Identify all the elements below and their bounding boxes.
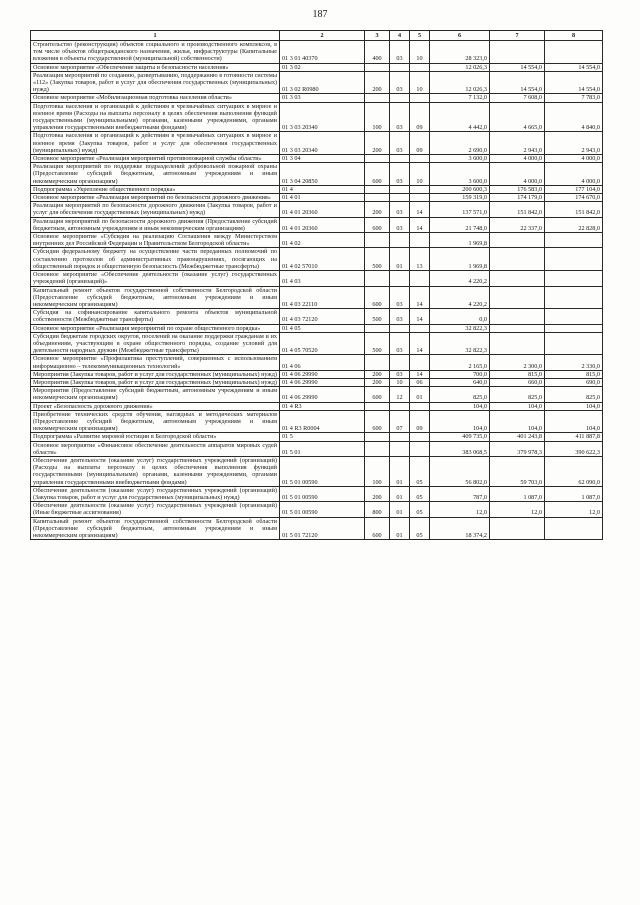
table-row bbox=[31, 41, 603, 64]
row-subsection bbox=[410, 355, 430, 370]
row-amount-3: 2 943,0 bbox=[545, 132, 603, 155]
row-amount-1: 3 600,0 bbox=[430, 163, 490, 186]
row-code: 01 4 02 bbox=[280, 233, 365, 248]
row-subsection: 01 bbox=[410, 387, 430, 402]
row-name: Проект «Безопасность дорожного движения» bbox=[31, 402, 280, 410]
row-section bbox=[390, 194, 410, 202]
row-amount-2 bbox=[490, 248, 545, 271]
row-amount-1: 137 571,0 bbox=[430, 202, 490, 217]
row-amount-1: 28 323,0 bbox=[430, 41, 490, 64]
row-amount-3: 22 828,0 bbox=[545, 217, 603, 232]
row-amount-1: 2 165,0 bbox=[430, 355, 490, 370]
row-section: 01 bbox=[390, 502, 410, 517]
row-section: 01 bbox=[390, 248, 410, 271]
table-row bbox=[31, 286, 603, 309]
row-name: Строительство (реконструкция) объектов социального и производственного комплексов, в том числе объектов общегражданского назначения, жилья, инфраструктуры (Капитальные вложения в объекты государственной (муниципальной) собственности) bbox=[31, 41, 280, 64]
col-header: 2 bbox=[280, 31, 365, 41]
row-name: Приобретение технических средств обучения, наглядных и методических материалов (Предоставление субсидий бюджетным, автономным учреждениям и иным некоммерческим организациям) bbox=[31, 410, 280, 433]
row-amount-2: 12,0 bbox=[490, 502, 545, 517]
row-expense-type: 600 bbox=[365, 387, 390, 402]
row-code: 01 4 03 bbox=[280, 271, 365, 286]
table-row bbox=[31, 355, 603, 370]
row-expense-type bbox=[365, 324, 390, 332]
row-code: 01 4 05 70520 bbox=[280, 332, 365, 355]
row-subsection: 10 bbox=[410, 71, 430, 94]
row-name: Мероприятия (Закупка товаров, работ и услуг для государственных (муниципальных) нужд) bbox=[31, 370, 280, 378]
row-subsection bbox=[410, 441, 430, 456]
row-code: 01 3 01 40370 bbox=[280, 41, 365, 64]
row-expense-type bbox=[365, 233, 390, 248]
row-amount-1: 12 026,3 bbox=[430, 71, 490, 94]
row-section bbox=[390, 94, 410, 102]
row-amount-2: 4 665,0 bbox=[490, 102, 545, 132]
row-subsection: 14 bbox=[410, 202, 430, 217]
row-amount-3: 825,0 bbox=[545, 387, 603, 402]
row-code: 01 5 bbox=[280, 433, 365, 441]
row-amount-2 bbox=[490, 41, 545, 64]
row-amount-2: 14 554,0 bbox=[490, 71, 545, 94]
table-row bbox=[31, 185, 603, 193]
row-section bbox=[390, 355, 410, 370]
row-name: Обеспечение деятельности (оказание услуг) государственных учреждений (организаций) (Расходы на выплаты персоналу в целях обеспечения выполнения функций государственными (муниципальными) органами, казенными учреждениями, органами управления государственными внебюджетными фондами) bbox=[31, 456, 280, 486]
row-subsection bbox=[410, 433, 430, 441]
row-amount-2: 2 300,0 bbox=[490, 355, 545, 370]
row-name: Реализация мероприятий по поддержке подразделений добровольной пожарной охраны (Предоставление субсидий бюджетным, автономным учреждениям и иным некоммерческим организациям) bbox=[31, 163, 280, 186]
row-section: 01 bbox=[390, 486, 410, 501]
row-code: 01 3 02 R0980 bbox=[280, 71, 365, 94]
row-code: 01 3 04 20850 bbox=[280, 163, 365, 186]
row-section bbox=[390, 433, 410, 441]
row-subsection: 05 bbox=[410, 517, 430, 540]
row-code: 01 4 R3 R0004 bbox=[280, 410, 365, 433]
row-expense-type bbox=[365, 94, 390, 102]
row-section: 03 bbox=[390, 332, 410, 355]
row-amount-2: 104,0 bbox=[490, 410, 545, 433]
row-amount-3 bbox=[545, 517, 603, 540]
row-expense-type bbox=[365, 194, 390, 202]
row-amount-1: 3 600,0 bbox=[430, 155, 490, 163]
row-amount-2: 4 000,0 bbox=[490, 163, 545, 186]
col-header: 8 bbox=[545, 31, 603, 41]
table-row bbox=[31, 309, 603, 324]
row-section: 03 bbox=[390, 163, 410, 186]
row-expense-type bbox=[365, 355, 390, 370]
table-row bbox=[31, 217, 603, 232]
row-amount-1: 32 822,3 bbox=[430, 324, 490, 332]
table-row bbox=[31, 456, 603, 486]
row-section bbox=[390, 185, 410, 193]
col-header: 7 bbox=[490, 31, 545, 41]
row-code: 01 4 05 bbox=[280, 324, 365, 332]
col-header: 4 bbox=[390, 31, 410, 41]
row-amount-3: 151 842,0 bbox=[545, 202, 603, 217]
row-subsection: 09 bbox=[410, 102, 430, 132]
row-section: 03 bbox=[390, 370, 410, 378]
row-subsection bbox=[410, 194, 430, 202]
row-subsection bbox=[410, 402, 430, 410]
row-expense-type: 600 bbox=[365, 517, 390, 540]
row-section: 12 bbox=[390, 387, 410, 402]
row-amount-1: 4 220,2 bbox=[430, 286, 490, 309]
row-amount-2 bbox=[490, 271, 545, 286]
row-section bbox=[390, 402, 410, 410]
table-row bbox=[31, 402, 603, 410]
header-row bbox=[31, 31, 603, 41]
table-row bbox=[31, 433, 603, 441]
row-section: 01 bbox=[390, 456, 410, 486]
row-expense-type bbox=[365, 433, 390, 441]
row-section: 10 bbox=[390, 378, 410, 386]
row-amount-2: 379 978,3 bbox=[490, 441, 545, 456]
row-expense-type: 600 bbox=[365, 163, 390, 186]
row-amount-1: 56 802,0 bbox=[430, 456, 490, 486]
row-amount-2: 104,0 bbox=[490, 402, 545, 410]
row-amount-3: 1 087,0 bbox=[545, 486, 603, 501]
row-section: 07 bbox=[390, 410, 410, 433]
row-name: Подпрограмма «Развитие мировой юстиции в Белгородской области» bbox=[31, 433, 280, 441]
row-name: Основное мероприятие «Реализация мероприятий по безопасности дорожного движения» bbox=[31, 194, 280, 202]
row-expense-type bbox=[365, 441, 390, 456]
row-name: Обеспечение деятельности (оказание услуг) государственных учреждений (организаций) (Закупка товаров, работ и услуг для государственных (муниципальных) нужд) bbox=[31, 486, 280, 501]
row-amount-1: 1 969,8 bbox=[430, 248, 490, 271]
row-name: Основное мероприятие «Реализация мероприятий противопожарной службы области» bbox=[31, 155, 280, 163]
row-code: 01 4 R3 bbox=[280, 402, 365, 410]
row-name: Субсидии бюджетам городских округов, поселений на оказание поддержки гражданам и их объединениям, участвующим в охране общественного порядка, создание условий для деятельности народных дружин (Межбюджетные трансферты) bbox=[31, 332, 280, 355]
row-section: 03 bbox=[390, 102, 410, 132]
row-name: Мероприятия (Закупка товаров, работ и услуг для государственных (муниципальных) нужд) bbox=[31, 378, 280, 386]
row-code: 01 5 01 00590 bbox=[280, 502, 365, 517]
row-amount-2: 401 243,8 bbox=[490, 433, 545, 441]
row-amount-2 bbox=[490, 309, 545, 324]
table-row bbox=[31, 202, 603, 217]
row-section: 03 bbox=[390, 202, 410, 217]
row-code: 01 4 01 bbox=[280, 194, 365, 202]
row-code: 01 4 06 29990 bbox=[280, 387, 365, 402]
row-subsection: 06 bbox=[410, 378, 430, 386]
page-number: 187 bbox=[312, 9, 328, 20]
row-name: Субсидия на софинансирование капитального ремонта объектов муниципальной собственности (Межбюджетные трансферты) bbox=[31, 309, 280, 324]
row-expense-type bbox=[365, 185, 390, 193]
table-row bbox=[31, 102, 603, 132]
row-amount-1: 383 068,5 bbox=[430, 441, 490, 456]
row-amount-3: 12,0 bbox=[545, 502, 603, 517]
col-header: 1 bbox=[31, 31, 280, 41]
row-amount-2 bbox=[490, 324, 545, 332]
table-row bbox=[31, 517, 603, 540]
row-amount-3: 690,0 bbox=[545, 378, 603, 386]
row-code: 01 5 01 bbox=[280, 441, 365, 456]
table-row bbox=[31, 155, 603, 163]
row-amount-2: 22 337,0 bbox=[490, 217, 545, 232]
row-name: Основное мероприятие «Профилактика преступлений, совершенных с использованием информационно – телекоммуникационных технологий» bbox=[31, 355, 280, 370]
row-section: 03 bbox=[390, 286, 410, 309]
row-amount-1: 104,0 bbox=[430, 402, 490, 410]
row-amount-1: 32 822,3 bbox=[430, 332, 490, 355]
row-amount-2 bbox=[490, 332, 545, 355]
row-expense-type: 200 bbox=[365, 71, 390, 94]
row-amount-3: 4 840,0 bbox=[545, 102, 603, 132]
table-row bbox=[31, 248, 603, 271]
row-subsection bbox=[410, 233, 430, 248]
table-row bbox=[31, 410, 603, 433]
row-name: Субсидии федеральному бюджету на осуществление части переданных полномочий по составлению протоколов об административных правонарушениях, посягающих на общественный порядок и общественную безопасность (Межбюджетные трансферты) bbox=[31, 248, 280, 271]
row-name: Основное мероприятие «Финансовое обеспечение деятельности аппаратов мировых судей области» bbox=[31, 441, 280, 456]
row-amount-1: 4 442,0 bbox=[430, 102, 490, 132]
row-name: Основное мероприятие «Реализация мероприятий по охране общественного порядка» bbox=[31, 324, 280, 332]
row-amount-1: 825,0 bbox=[430, 387, 490, 402]
row-code: 01 4 01 20360 bbox=[280, 202, 365, 217]
row-amount-1: 1 969,8 bbox=[430, 233, 490, 248]
row-subsection: 14 bbox=[410, 332, 430, 355]
budget-table bbox=[30, 30, 603, 540]
row-code: 01 5 01 00590 bbox=[280, 486, 365, 501]
row-name: Основное мероприятие «Обеспечение защиты и безопасности населения» bbox=[31, 63, 280, 71]
row-amount-1: 640,0 bbox=[430, 378, 490, 386]
row-amount-1: 2 690,0 bbox=[430, 132, 490, 155]
row-name: Подготовка населения и организаций к действиям в чрезвычайных ситуациях в мирное и военное время (Закупка товаров, работ и услуг для обеспечения государственных (муниципальных) нужд) bbox=[31, 132, 280, 155]
row-amount-2: 1 087,0 bbox=[490, 486, 545, 501]
row-code: 01 4 06 29990 bbox=[280, 370, 365, 378]
table-row bbox=[31, 370, 603, 378]
row-subsection bbox=[410, 271, 430, 286]
row-code: 01 5 01 00590 bbox=[280, 456, 365, 486]
row-amount-3: 4 000,0 bbox=[545, 155, 603, 163]
row-code: 01 4 06 29990 bbox=[280, 378, 365, 386]
row-amount-3: 411 887,8 bbox=[545, 433, 603, 441]
row-expense-type: 400 bbox=[365, 41, 390, 64]
row-name: Капитальный ремонт объектов государственной собственности Белгородской области (Предоставление субсидий бюджетным, автономным учреждениям и иным некоммерческим организациям) bbox=[31, 286, 280, 309]
row-subsection: 13 bbox=[410, 248, 430, 271]
row-subsection: 05 bbox=[410, 456, 430, 486]
row-subsection: 14 bbox=[410, 286, 430, 309]
table-row bbox=[31, 132, 603, 155]
col-header: 6 bbox=[430, 31, 490, 41]
row-section: 01 bbox=[390, 517, 410, 540]
row-subsection: 14 bbox=[410, 217, 430, 232]
row-subsection bbox=[410, 324, 430, 332]
row-amount-2: 174 179,0 bbox=[490, 194, 545, 202]
row-expense-type: 200 bbox=[365, 486, 390, 501]
table-row bbox=[31, 63, 603, 71]
row-amount-2: 151 842,0 bbox=[490, 202, 545, 217]
row-subsection bbox=[410, 94, 430, 102]
row-name: Основное мероприятие «Мобилизационная подготовка населения области» bbox=[31, 94, 280, 102]
row-amount-3 bbox=[545, 41, 603, 64]
row-expense-type: 500 bbox=[365, 309, 390, 324]
row-amount-1: 18 374,2 bbox=[430, 517, 490, 540]
row-amount-3: 177 104,0 bbox=[545, 185, 603, 193]
row-code: 01 4 02 57010 bbox=[280, 248, 365, 271]
row-amount-3: 7 783,0 bbox=[545, 94, 603, 102]
row-amount-3 bbox=[545, 233, 603, 248]
row-expense-type bbox=[365, 155, 390, 163]
row-name: Обеспечение деятельности (оказание услуг) государственных учреждений (организаций) (Иные бюджетные ассигнования) bbox=[31, 502, 280, 517]
row-name: Подготовка населения и организаций к действиям в чрезвычайных ситуациях в мирное и военное время (Расходы на выплаты персоналу в целях обеспечения выполнения функций государственными (муниципальными) органами, казенными учреждениями, органами управления государственными внебюджетными фондами) bbox=[31, 102, 280, 132]
row-code: 01 3 03 bbox=[280, 94, 365, 102]
table-row bbox=[31, 486, 603, 501]
row-name: Основное мероприятие «Субсидия на реализацию Соглашения между Министерством внутренних дел Российской Федерации и Правительством Белгородской области» bbox=[31, 233, 280, 248]
row-amount-1: 12,0 bbox=[430, 502, 490, 517]
row-amount-2: 59 703,0 bbox=[490, 456, 545, 486]
row-amount-2 bbox=[490, 286, 545, 309]
row-amount-2: 4 000,0 bbox=[490, 155, 545, 163]
row-expense-type: 200 bbox=[365, 132, 390, 155]
row-name: Основное мероприятие «Обеспечение деятельности (оказание услуг) государственных учреждений (организаций)» bbox=[31, 271, 280, 286]
row-section: 03 bbox=[390, 309, 410, 324]
row-name: Реализация мероприятий по безопасности дорожного движения (Закупка товаров, работ и услуг для обеспечения государственных (муниципальных) нужд) bbox=[31, 202, 280, 217]
row-expense-type: 500 bbox=[365, 332, 390, 355]
table-row bbox=[31, 71, 603, 94]
row-code: 01 4 bbox=[280, 185, 365, 193]
row-amount-2 bbox=[490, 517, 545, 540]
row-subsection: 09 bbox=[410, 410, 430, 433]
row-amount-3 bbox=[545, 248, 603, 271]
row-code: 01 3 03 20340 bbox=[280, 102, 365, 132]
table-row bbox=[31, 271, 603, 286]
row-amount-3: 815,0 bbox=[545, 370, 603, 378]
row-amount-2: 176 583,0 bbox=[490, 185, 545, 193]
row-amount-1: 4 220,2 bbox=[430, 271, 490, 286]
row-code: 01 4 03 22110 bbox=[280, 286, 365, 309]
col-header: 5 bbox=[410, 31, 430, 41]
row-subsection bbox=[410, 155, 430, 163]
row-code: 01 4 06 bbox=[280, 355, 365, 370]
row-subsection bbox=[410, 185, 430, 193]
row-section bbox=[390, 63, 410, 71]
row-expense-type: 200 bbox=[365, 370, 390, 378]
row-amount-1: 200 600,3 bbox=[430, 185, 490, 193]
row-amount-3: 174 670,0 bbox=[545, 194, 603, 202]
row-name: Мероприятия (Предоставление субсидий бюджетным, автономным учреждениям и иным некоммерческим организациям) bbox=[31, 387, 280, 402]
row-amount-2 bbox=[490, 233, 545, 248]
row-amount-3: 14 554,0 bbox=[545, 63, 603, 71]
row-subsection: 10 bbox=[410, 41, 430, 64]
table-row bbox=[31, 194, 603, 202]
row-name: Реализация мероприятий по безопасности дорожного движения (Предоставление субсидий бюджетным, автономным учреждениям и иным некоммерческим организациям) bbox=[31, 217, 280, 232]
row-code: 01 4 01 20360 bbox=[280, 217, 365, 232]
row-expense-type: 100 bbox=[365, 102, 390, 132]
row-amount-3 bbox=[545, 332, 603, 355]
row-amount-2: 2 943,0 bbox=[490, 132, 545, 155]
row-expense-type bbox=[365, 402, 390, 410]
row-name: Подпрограмма «Укрепление общественного порядка» bbox=[31, 185, 280, 193]
row-amount-1: 409 735,0 bbox=[430, 433, 490, 441]
row-amount-1: 104,0 bbox=[430, 410, 490, 433]
row-expense-type: 600 bbox=[365, 410, 390, 433]
row-amount-1: 159 319,0 bbox=[430, 194, 490, 202]
row-expense-type: 600 bbox=[365, 217, 390, 232]
table-row bbox=[31, 324, 603, 332]
row-section bbox=[390, 233, 410, 248]
table-row bbox=[31, 502, 603, 517]
table-row bbox=[31, 332, 603, 355]
row-code: 01 4 03 72120 bbox=[280, 309, 365, 324]
row-subsection bbox=[410, 63, 430, 71]
row-expense-type: 200 bbox=[365, 378, 390, 386]
row-subsection: 14 bbox=[410, 309, 430, 324]
row-amount-3: 390 622,3 bbox=[545, 441, 603, 456]
table-row bbox=[31, 441, 603, 456]
row-amount-2: 7 608,0 bbox=[490, 94, 545, 102]
row-subsection: 09 bbox=[410, 132, 430, 155]
row-code: 01 3 04 bbox=[280, 155, 365, 163]
row-expense-type: 100 bbox=[365, 456, 390, 486]
table-row bbox=[31, 378, 603, 386]
row-expense-type: 500 bbox=[365, 248, 390, 271]
row-amount-3 bbox=[545, 286, 603, 309]
row-amount-3: 62 090,0 bbox=[545, 456, 603, 486]
row-amount-3 bbox=[545, 309, 603, 324]
row-expense-type: 200 bbox=[365, 202, 390, 217]
row-code: 01 3 02 bbox=[280, 63, 365, 71]
row-expense-type: 800 bbox=[365, 502, 390, 517]
row-section: 03 bbox=[390, 132, 410, 155]
row-amount-1: 7 132,0 bbox=[430, 94, 490, 102]
row-subsection: 14 bbox=[410, 370, 430, 378]
row-expense-type bbox=[365, 271, 390, 286]
row-section: 03 bbox=[390, 217, 410, 232]
row-amount-3 bbox=[545, 324, 603, 332]
row-amount-1: 21 748,0 bbox=[430, 217, 490, 232]
row-code: 01 5 01 72120 bbox=[280, 517, 365, 540]
table-row bbox=[31, 387, 603, 402]
row-subsection: 05 bbox=[410, 502, 430, 517]
row-amount-1: 787,0 bbox=[430, 486, 490, 501]
row-code: 01 3 03 20340 bbox=[280, 132, 365, 155]
table-row bbox=[31, 163, 603, 186]
row-amount-1: 12 026,3 bbox=[430, 63, 490, 71]
row-subsection: 05 bbox=[410, 486, 430, 501]
row-name: Реализация мероприятий по созданию, развертыванию, поддержанию в готовности системы «112» (Закупка товаров, работ и услуг для обеспечения государственных (муниципальных) нужд) bbox=[31, 71, 280, 94]
row-section: 03 bbox=[390, 71, 410, 94]
row-subsection: 10 bbox=[410, 163, 430, 186]
row-expense-type bbox=[365, 63, 390, 71]
col-header: 3 bbox=[365, 31, 390, 41]
row-amount-3: 14 554,0 bbox=[545, 71, 603, 94]
row-section: 03 bbox=[390, 41, 410, 64]
row-amount-2: 660,0 bbox=[490, 378, 545, 386]
row-amount-3 bbox=[545, 271, 603, 286]
row-name: Капитальный ремонт объектов государственной собственности Белгородской области (Предоставление субсидий бюджетным, автономным учреждениям и иным некоммерческим организациям) bbox=[31, 517, 280, 540]
row-amount-3: 2 330,0 bbox=[545, 355, 603, 370]
row-amount-2: 825,0 bbox=[490, 387, 545, 402]
table-row bbox=[31, 233, 603, 248]
row-amount-1: 700,0 bbox=[430, 370, 490, 378]
row-amount-3: 104,0 bbox=[545, 410, 603, 433]
row-expense-type: 600 bbox=[365, 286, 390, 309]
row-amount-2: 14 554,0 bbox=[490, 63, 545, 71]
row-section bbox=[390, 441, 410, 456]
row-section bbox=[390, 324, 410, 332]
row-amount-1: 0,0 bbox=[430, 309, 490, 324]
row-amount-3: 104,0 bbox=[545, 402, 603, 410]
row-amount-3: 4 000,0 bbox=[545, 163, 603, 186]
row-section bbox=[390, 271, 410, 286]
row-amount-2: 815,0 bbox=[490, 370, 545, 378]
row-section bbox=[390, 155, 410, 163]
table-row bbox=[31, 94, 603, 102]
